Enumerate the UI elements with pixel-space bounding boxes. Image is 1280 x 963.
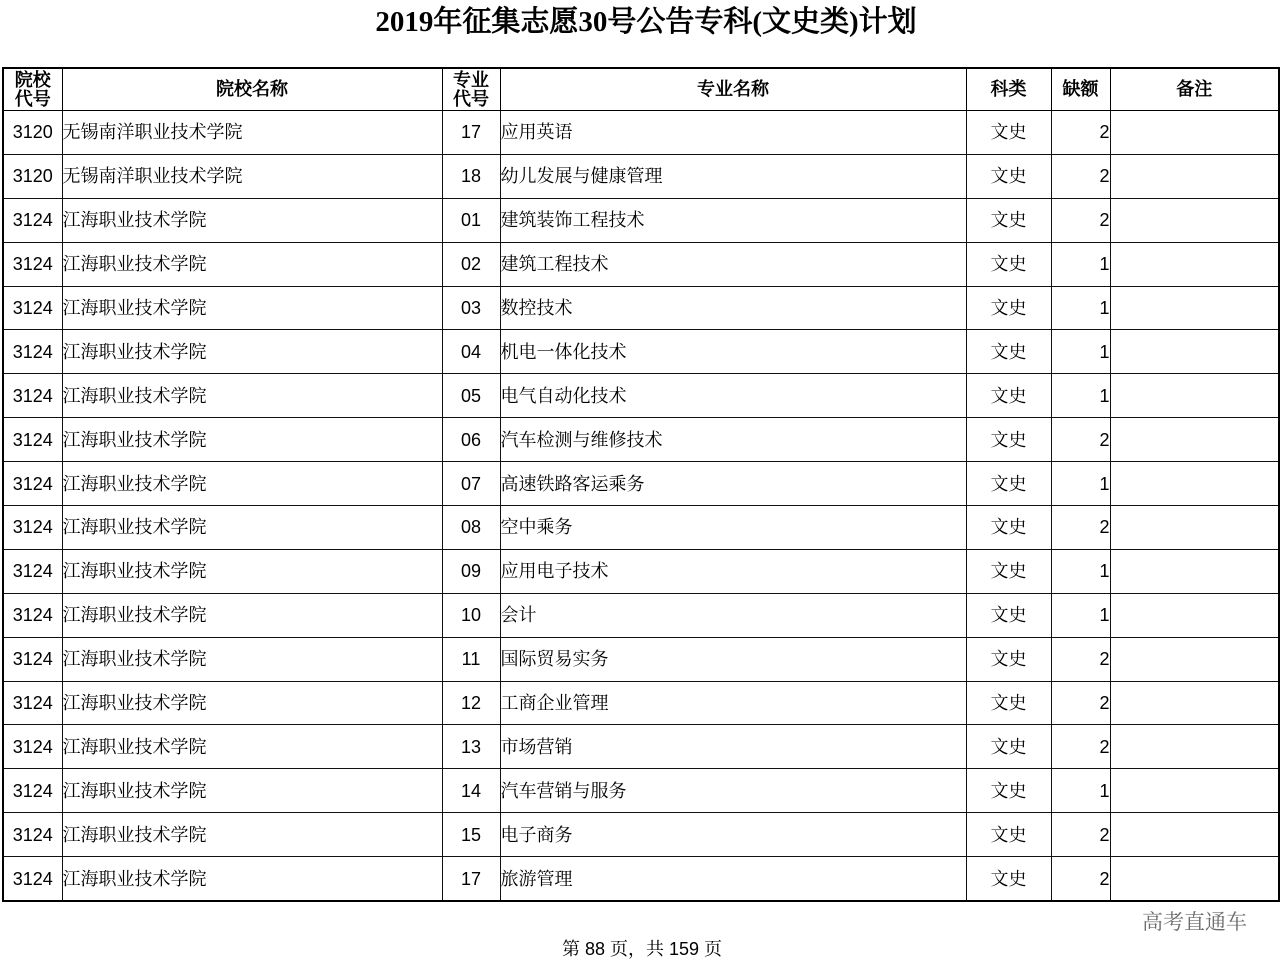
header-school-code-line2: 代号 [14,88,51,109]
remark-cell [1110,593,1279,637]
header-vacancy: 缺额 [1051,68,1110,111]
category-cell: 文史 [966,242,1051,286]
table-row [3,769,1279,813]
vacancy-cell: 2 [1051,637,1110,681]
remark-cell [1110,681,1279,725]
school-name-cell: 无锡南洋职业技术学院 [62,154,442,198]
major-name-cell: 幼儿发展与健康管理 [500,154,966,198]
category-cell: 文史 [966,154,1051,198]
table-row [3,462,1279,506]
major-code-cell: 04 [442,330,500,374]
page-footer: 第 88 页，共 159 页 [561,939,723,959]
major-name-cell: 市场营销 [500,725,966,769]
major-name-cell: 高速铁路客运乘务 [500,462,966,506]
school-code-cell: 3124 [3,198,62,242]
header-major-code [442,68,500,111]
table-row [3,374,1279,418]
table-row [3,198,1279,242]
category-cell: 文史 [966,111,1051,155]
remark-cell [1110,286,1279,330]
remark-cell [1110,549,1279,593]
major-code-cell: 10 [442,593,500,637]
table-row [3,242,1279,286]
school-code-cell: 3124 [3,549,62,593]
header-school-code-line1: 院校 [14,69,51,90]
header-school-name: 院校名称 [62,68,442,111]
school-name-cell: 江海职业技术学院 [62,286,442,330]
school-code-cell: 3124 [3,462,62,506]
major-name-cell: 空中乘务 [500,506,966,550]
table-row [3,593,1279,637]
vacancy-cell: 2 [1051,725,1110,769]
vacancy-cell: 2 [1051,418,1110,462]
vacancy-cell: 1 [1051,549,1110,593]
header-major-code-line2: 代号 [453,88,489,109]
remark-cell [1110,374,1279,418]
school-code-cell: 3124 [3,286,62,330]
table-row [3,813,1279,857]
watermark: 高考直通车 [1142,911,1247,934]
page-title: 2019年征集志愿30号公告专科(文史类)计划 [375,6,917,38]
remark-cell [1110,242,1279,286]
major-code-cell: 09 [442,549,500,593]
vacancy-cell: 1 [1051,242,1110,286]
table-row [3,154,1279,198]
header-row [3,68,1279,111]
school-code-cell: 3124 [3,418,62,462]
table-row [3,857,1279,901]
school-name-cell: 江海职业技术学院 [62,681,442,725]
remark-cell [1110,637,1279,681]
school-code-cell: 3124 [3,769,62,813]
category-cell: 文史 [966,286,1051,330]
vacancy-cell: 2 [1051,198,1110,242]
major-name-cell: 会计 [500,593,966,637]
table-body [3,111,1279,902]
vacancy-cell: 1 [1051,374,1110,418]
school-name-cell: 江海职业技术学院 [62,813,442,857]
remark-cell [1110,813,1279,857]
table-row [3,418,1279,462]
vacancy-cell: 1 [1051,330,1110,374]
school-name-cell: 江海职业技术学院 [62,374,442,418]
major-name-cell: 汽车营销与服务 [500,769,966,813]
major-code-cell: 05 [442,374,500,418]
vacancy-cell: 2 [1051,813,1110,857]
major-name-cell: 工商企业管理 [500,681,966,725]
category-cell: 文史 [966,769,1051,813]
category-cell: 文史 [966,813,1051,857]
major-code-cell: 03 [442,286,500,330]
school-code-cell: 3124 [3,242,62,286]
major-code-cell: 02 [442,242,500,286]
school-name-cell: 江海职业技术学院 [62,593,442,637]
remark-cell [1110,769,1279,813]
vacancy-cell: 1 [1051,286,1110,330]
remark-cell [1110,857,1279,901]
major-name-cell: 汽车检测与维修技术 [500,418,966,462]
major-code-cell: 11 [442,637,500,681]
category-cell: 文史 [966,418,1051,462]
table-row [3,549,1279,593]
category-cell: 文史 [966,637,1051,681]
major-code-cell: 12 [442,681,500,725]
remark-cell [1110,111,1279,155]
header-major-name: 专业名称 [500,68,966,111]
header-remark: 备注 [1110,68,1279,111]
major-code-cell: 01 [442,198,500,242]
major-name-cell: 数控技术 [500,286,966,330]
vacancy-cell: 1 [1051,769,1110,813]
category-cell: 文史 [966,549,1051,593]
school-name-cell: 江海职业技术学院 [62,769,442,813]
major-name-cell: 国际贸易实务 [500,637,966,681]
table-row [3,286,1279,330]
major-code-cell: 17 [442,111,500,155]
table-row [3,681,1279,725]
admission-plan-table [2,67,1280,902]
header-school-code [3,68,62,111]
remark-cell [1110,506,1279,550]
major-code-cell: 15 [442,813,500,857]
category-cell: 文史 [966,198,1051,242]
major-code-cell: 14 [442,769,500,813]
major-name-cell: 应用英语 [500,111,966,155]
major-name-cell: 旅游管理 [500,857,966,901]
school-name-cell: 无锡南洋职业技术学院 [62,111,442,155]
major-name-cell: 建筑装饰工程技术 [500,198,966,242]
school-name-cell: 江海职业技术学院 [62,198,442,242]
school-name-cell: 江海职业技术学院 [62,857,442,901]
school-code-cell: 3120 [3,154,62,198]
category-cell: 文史 [966,857,1051,901]
category-cell: 文史 [966,462,1051,506]
header-major-code-line1: 专业 [453,69,489,90]
school-name-cell: 江海职业技术学院 [62,418,442,462]
table-row [3,506,1279,550]
major-name-cell: 机电一体化技术 [500,330,966,374]
category-cell: 文史 [966,506,1051,550]
school-name-cell: 江海职业技术学院 [62,549,442,593]
major-code-cell: 13 [442,725,500,769]
major-name-cell: 电气自动化技术 [500,374,966,418]
table-row [3,111,1279,155]
remark-cell [1110,462,1279,506]
school-code-cell: 3124 [3,593,62,637]
remark-cell [1110,198,1279,242]
major-code-cell: 07 [442,462,500,506]
table-header [3,68,1279,111]
major-name-cell: 电子商务 [500,813,966,857]
category-cell: 文史 [966,330,1051,374]
major-code-cell: 17 [442,857,500,901]
major-name-cell: 应用电子技术 [500,549,966,593]
school-code-cell: 3124 [3,330,62,374]
school-name-cell: 江海职业技术学院 [62,462,442,506]
school-code-cell: 3124 [3,857,62,901]
table-row [3,330,1279,374]
school-name-cell: 江海职业技术学院 [62,725,442,769]
vacancy-cell: 1 [1051,593,1110,637]
remark-cell [1110,725,1279,769]
category-cell: 文史 [966,374,1051,418]
school-name-cell: 江海职业技术学院 [62,242,442,286]
school-name-cell: 江海职业技术学院 [62,330,442,374]
category-cell: 文史 [966,725,1051,769]
school-code-cell: 3124 [3,813,62,857]
vacancy-cell: 2 [1051,506,1110,550]
vacancy-cell: 2 [1051,681,1110,725]
header-category: 科类 [966,68,1051,111]
vacancy-cell: 2 [1051,154,1110,198]
school-name-cell: 江海职业技术学院 [62,506,442,550]
remark-cell [1110,154,1279,198]
school-code-cell: 3120 [3,111,62,155]
school-code-cell: 3124 [3,506,62,550]
major-name-cell: 建筑工程技术 [500,242,966,286]
category-cell: 文史 [966,593,1051,637]
school-code-cell: 3124 [3,681,62,725]
remark-cell [1110,330,1279,374]
category-cell: 文史 [966,681,1051,725]
major-code-cell: 06 [442,418,500,462]
vacancy-cell: 2 [1051,111,1110,155]
school-code-cell: 3124 [3,374,62,418]
vacancy-cell: 2 [1051,857,1110,901]
school-code-cell: 3124 [3,637,62,681]
school-code-cell: 3124 [3,725,62,769]
major-code-cell: 18 [442,154,500,198]
table-row [3,637,1279,681]
vacancy-cell: 1 [1051,462,1110,506]
remark-cell [1110,418,1279,462]
school-name-cell: 江海职业技术学院 [62,637,442,681]
major-code-cell: 08 [442,506,500,550]
table-row [3,725,1279,769]
